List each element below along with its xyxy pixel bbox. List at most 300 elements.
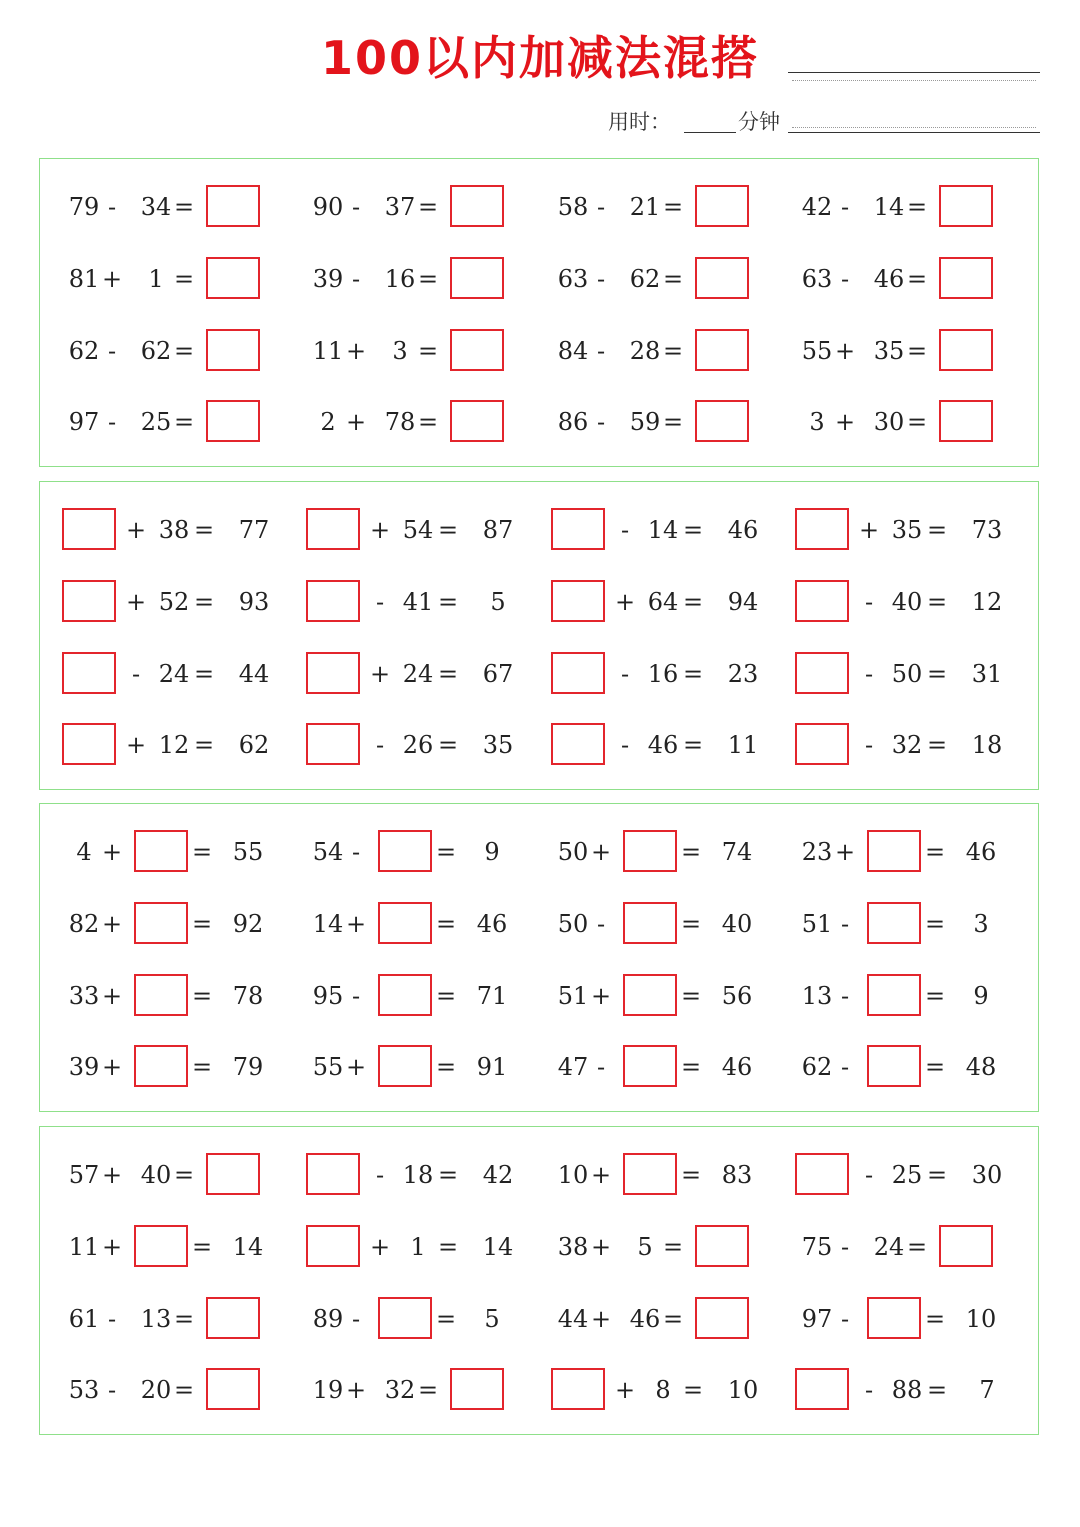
operator: - bbox=[107, 337, 117, 365]
operand-a: 50 bbox=[557, 838, 589, 866]
answer-box[interactable] bbox=[450, 400, 504, 442]
operand-a: 95 bbox=[312, 982, 344, 1010]
operator: - bbox=[596, 408, 606, 436]
operator: + bbox=[125, 588, 147, 616]
answer-box[interactable] bbox=[450, 257, 504, 299]
problem bbox=[306, 1153, 546, 1197]
answer-box[interactable] bbox=[623, 1045, 677, 1087]
operand-a: 62 bbox=[68, 337, 100, 365]
result: 46 bbox=[727, 516, 759, 544]
answer-box[interactable] bbox=[695, 185, 749, 227]
equals-sign: = bbox=[417, 1376, 439, 1404]
equals-sign: = bbox=[906, 337, 928, 365]
result: 9 bbox=[484, 838, 500, 866]
operand-b: 8 bbox=[655, 1376, 671, 1404]
problem bbox=[306, 185, 546, 229]
result: 11 bbox=[727, 731, 759, 759]
equals-sign: = bbox=[435, 1305, 457, 1333]
equals-sign: = bbox=[193, 660, 215, 688]
problem bbox=[551, 1297, 791, 1341]
problem bbox=[306, 1045, 546, 1089]
answer-box[interactable] bbox=[134, 1225, 188, 1267]
operand-a: 44 bbox=[557, 1305, 589, 1333]
problem bbox=[62, 329, 302, 373]
problem bbox=[62, 1153, 302, 1197]
equals-sign: = bbox=[173, 1305, 195, 1333]
operator: + bbox=[614, 588, 636, 616]
problem bbox=[551, 329, 791, 373]
operand-b: 50 bbox=[891, 660, 923, 688]
equals-sign: = bbox=[437, 516, 459, 544]
operand-b: 54 bbox=[402, 516, 434, 544]
operator: - bbox=[351, 193, 361, 221]
answer-box[interactable] bbox=[695, 400, 749, 442]
answer-box[interactable] bbox=[695, 257, 749, 299]
operand-b: 62 bbox=[629, 265, 661, 293]
operand-b: 14 bbox=[647, 516, 679, 544]
equals-sign: = bbox=[435, 1053, 457, 1081]
operand-b: 37 bbox=[384, 193, 416, 221]
problem-section-4 bbox=[39, 1126, 1039, 1435]
result: 44 bbox=[238, 660, 270, 688]
operator: + bbox=[101, 982, 123, 1010]
operand-b: 46 bbox=[629, 1305, 661, 1333]
result: 46 bbox=[476, 910, 508, 938]
operator: - bbox=[596, 1053, 606, 1081]
operand-b: 1 bbox=[410, 1233, 426, 1261]
problem bbox=[551, 1368, 791, 1412]
answer-box[interactable] bbox=[867, 1045, 921, 1087]
operand-b: 25 bbox=[140, 408, 172, 436]
result: 10 bbox=[965, 1305, 997, 1333]
problem bbox=[795, 257, 1035, 301]
operand-b: 16 bbox=[647, 660, 679, 688]
problem bbox=[795, 1297, 1035, 1341]
problem bbox=[306, 580, 546, 624]
operand-b: 40 bbox=[140, 1161, 172, 1189]
operator: - bbox=[375, 731, 385, 759]
problem bbox=[795, 580, 1035, 624]
problem bbox=[795, 329, 1035, 373]
answer-box[interactable] bbox=[62, 580, 116, 622]
operand-a: 97 bbox=[801, 1305, 833, 1333]
equals-sign: = bbox=[417, 337, 439, 365]
answer-box[interactable] bbox=[206, 1297, 260, 1339]
result: 71 bbox=[476, 982, 508, 1010]
equals-sign: = bbox=[437, 731, 459, 759]
operator: - bbox=[351, 265, 361, 293]
operand-a: 47 bbox=[557, 1053, 589, 1081]
operand-a: 57 bbox=[68, 1161, 100, 1189]
result: 93 bbox=[238, 588, 270, 616]
equals-sign: = bbox=[906, 408, 928, 436]
answer-box[interactable] bbox=[378, 1045, 432, 1087]
equals-sign: = bbox=[193, 588, 215, 616]
equals-sign: = bbox=[680, 910, 702, 938]
result: 7 bbox=[979, 1376, 995, 1404]
problem bbox=[551, 185, 791, 229]
result: 40 bbox=[721, 910, 753, 938]
answer-box[interactable] bbox=[695, 1225, 749, 1267]
operand-a: 2 bbox=[320, 408, 336, 436]
answer-box[interactable] bbox=[623, 830, 677, 872]
operand-a: 58 bbox=[557, 193, 589, 221]
operand-a: 61 bbox=[68, 1305, 100, 1333]
answer-box[interactable] bbox=[306, 1153, 360, 1195]
equals-sign: = bbox=[191, 838, 213, 866]
result: 87 bbox=[482, 516, 514, 544]
answer-box[interactable] bbox=[795, 1153, 849, 1195]
equals-sign: = bbox=[906, 265, 928, 293]
problem bbox=[62, 974, 302, 1018]
operand-a: 19 bbox=[312, 1376, 344, 1404]
time-line[interactable] bbox=[788, 132, 1040, 133]
operator: + bbox=[834, 337, 856, 365]
operator: - bbox=[620, 516, 630, 544]
operand-a: 39 bbox=[312, 265, 344, 293]
equals-sign: = bbox=[680, 838, 702, 866]
operator: + bbox=[345, 1376, 367, 1404]
answer-box[interactable] bbox=[623, 1153, 677, 1195]
problem bbox=[795, 652, 1035, 696]
problem bbox=[551, 652, 791, 696]
answer-box[interactable] bbox=[62, 652, 116, 694]
problem bbox=[551, 580, 791, 624]
problem-section-1 bbox=[39, 158, 1039, 467]
answer-box[interactable] bbox=[795, 1368, 849, 1410]
operator: + bbox=[369, 1233, 391, 1261]
operand-b: 41 bbox=[402, 588, 434, 616]
answer-box[interactable] bbox=[623, 974, 677, 1016]
answer-box[interactable] bbox=[378, 902, 432, 944]
operator: - bbox=[351, 982, 361, 1010]
operator: + bbox=[834, 408, 856, 436]
operand-a: 79 bbox=[68, 193, 100, 221]
equals-sign: = bbox=[193, 731, 215, 759]
operator: - bbox=[596, 265, 606, 293]
time-unit: 分钟 bbox=[738, 110, 780, 134]
answer-box[interactable] bbox=[206, 400, 260, 442]
problem bbox=[795, 185, 1035, 229]
problem bbox=[795, 1045, 1035, 1089]
result: 30 bbox=[971, 1161, 1003, 1189]
answer-box[interactable] bbox=[939, 329, 993, 371]
equals-sign: = bbox=[926, 1161, 948, 1189]
equals-sign: = bbox=[662, 337, 684, 365]
problem bbox=[795, 723, 1035, 767]
operand-b: 34 bbox=[140, 193, 172, 221]
result: 42 bbox=[482, 1161, 514, 1189]
answer-box[interactable] bbox=[134, 1045, 188, 1087]
equals-sign: = bbox=[926, 731, 948, 759]
operand-b: 35 bbox=[891, 516, 923, 544]
operator: + bbox=[125, 731, 147, 759]
operand-a: 51 bbox=[801, 910, 833, 938]
answer-box[interactable] bbox=[62, 723, 116, 765]
operand-b: 28 bbox=[629, 337, 661, 365]
answer-box[interactable] bbox=[134, 830, 188, 872]
operand-b: 35 bbox=[873, 337, 905, 365]
problem bbox=[551, 400, 791, 444]
problem bbox=[62, 508, 302, 552]
time-label: 用时： bbox=[608, 110, 671, 134]
operator: - bbox=[596, 337, 606, 365]
problem bbox=[62, 400, 302, 444]
answer-box[interactable] bbox=[206, 1153, 260, 1195]
operator: - bbox=[351, 838, 361, 866]
problem bbox=[551, 1045, 791, 1089]
answer-box[interactable] bbox=[450, 1368, 504, 1410]
result: 14 bbox=[482, 1233, 514, 1261]
problem bbox=[62, 185, 302, 229]
operator: - bbox=[840, 1233, 850, 1261]
result: 92 bbox=[232, 910, 264, 938]
operand-a: 63 bbox=[801, 265, 833, 293]
operator: + bbox=[101, 1161, 123, 1189]
problem bbox=[551, 508, 791, 552]
problem bbox=[306, 1368, 546, 1412]
operator: - bbox=[107, 1376, 117, 1404]
operator: + bbox=[369, 660, 391, 688]
operand-a: 89 bbox=[312, 1305, 344, 1333]
equals-sign: = bbox=[435, 910, 457, 938]
problem-section-3 bbox=[39, 803, 1039, 1112]
answer-box[interactable] bbox=[939, 185, 993, 227]
operand-a: 53 bbox=[68, 1376, 100, 1404]
operand-b: 24 bbox=[873, 1233, 905, 1261]
answer-box[interactable] bbox=[62, 508, 116, 550]
problem bbox=[795, 1368, 1035, 1412]
problem bbox=[62, 1045, 302, 1089]
operator: - bbox=[620, 660, 630, 688]
operator: + bbox=[101, 838, 123, 866]
equals-sign: = bbox=[924, 1053, 946, 1081]
operator: + bbox=[101, 265, 123, 293]
operand-a: 55 bbox=[801, 337, 833, 365]
problem-section-2 bbox=[39, 481, 1039, 790]
result: 10 bbox=[727, 1376, 759, 1404]
answer-box[interactable] bbox=[134, 974, 188, 1016]
operand-a: 23 bbox=[801, 838, 833, 866]
problem bbox=[306, 652, 546, 696]
equals-sign: = bbox=[682, 516, 704, 544]
operator: + bbox=[590, 982, 612, 1010]
answer-box[interactable] bbox=[939, 1225, 993, 1267]
operator: - bbox=[840, 1305, 850, 1333]
result: 62 bbox=[238, 731, 270, 759]
operand-b: 64 bbox=[647, 588, 679, 616]
equals-sign: = bbox=[193, 516, 215, 544]
problem bbox=[551, 974, 791, 1018]
equals-sign: = bbox=[906, 1233, 928, 1261]
answer-box[interactable] bbox=[623, 902, 677, 944]
operand-a: 51 bbox=[557, 982, 589, 1010]
answer-box[interactable] bbox=[134, 902, 188, 944]
answer-box[interactable] bbox=[306, 1225, 360, 1267]
equals-sign: = bbox=[173, 193, 195, 221]
equals-sign: = bbox=[682, 1376, 704, 1404]
operator: - bbox=[596, 193, 606, 221]
problem bbox=[306, 329, 546, 373]
equals-sign: = bbox=[682, 588, 704, 616]
operand-a: 63 bbox=[557, 265, 589, 293]
operator: + bbox=[590, 838, 612, 866]
answer-box[interactable] bbox=[378, 974, 432, 1016]
problem bbox=[62, 652, 302, 696]
operand-b: 12 bbox=[158, 731, 190, 759]
operand-b: 62 bbox=[140, 337, 172, 365]
answer-box[interactable] bbox=[795, 580, 849, 622]
answer-box[interactable] bbox=[306, 580, 360, 622]
answer-box[interactable] bbox=[551, 1368, 605, 1410]
result: 18 bbox=[971, 731, 1003, 759]
problem bbox=[551, 830, 791, 874]
answer-box[interactable] bbox=[450, 329, 504, 371]
equals-sign: = bbox=[173, 1161, 195, 1189]
operator: - bbox=[864, 1161, 874, 1189]
operand-b: 46 bbox=[647, 731, 679, 759]
answer-box[interactable] bbox=[206, 185, 260, 227]
equals-sign: = bbox=[926, 1376, 948, 1404]
answer-box[interactable] bbox=[551, 652, 605, 694]
answer-box[interactable] bbox=[306, 723, 360, 765]
operand-b: 26 bbox=[402, 731, 434, 759]
answer-box[interactable] bbox=[939, 400, 993, 442]
operator: - bbox=[864, 660, 874, 688]
answer-box[interactable] bbox=[795, 723, 849, 765]
answer-box[interactable] bbox=[867, 902, 921, 944]
equals-sign: = bbox=[417, 193, 439, 221]
equals-sign: = bbox=[191, 1233, 213, 1261]
problem bbox=[306, 902, 546, 946]
equals-sign: = bbox=[906, 193, 928, 221]
operator: + bbox=[858, 516, 880, 544]
answer-box[interactable] bbox=[378, 1297, 432, 1339]
equals-sign: = bbox=[173, 337, 195, 365]
result: 46 bbox=[721, 1053, 753, 1081]
result: 56 bbox=[721, 982, 753, 1010]
operand-a: 82 bbox=[68, 910, 100, 938]
result: 23 bbox=[727, 660, 759, 688]
operand-b: 32 bbox=[891, 731, 923, 759]
operator: - bbox=[840, 982, 850, 1010]
operand-a: 62 bbox=[801, 1053, 833, 1081]
minutes-blank[interactable] bbox=[684, 132, 736, 133]
result: 94 bbox=[727, 588, 759, 616]
equals-sign: = bbox=[417, 265, 439, 293]
problem bbox=[551, 257, 791, 301]
answer-box[interactable] bbox=[867, 974, 921, 1016]
equals-sign: = bbox=[924, 838, 946, 866]
operator: - bbox=[864, 1376, 874, 1404]
result: 79 bbox=[232, 1053, 264, 1081]
equals-sign: = bbox=[437, 1233, 459, 1261]
answer-box[interactable] bbox=[867, 830, 921, 872]
operand-b: 16 bbox=[384, 265, 416, 293]
answer-box[interactable] bbox=[695, 1297, 749, 1339]
name-line[interactable] bbox=[788, 72, 1040, 73]
answer-box[interactable] bbox=[206, 257, 260, 299]
answer-box[interactable] bbox=[450, 185, 504, 227]
result: 55 bbox=[232, 838, 264, 866]
answer-box[interactable] bbox=[206, 329, 260, 371]
operator: - bbox=[107, 1305, 117, 1333]
answer-box[interactable] bbox=[867, 1297, 921, 1339]
operand-a: 3 bbox=[809, 408, 825, 436]
operand-b: 88 bbox=[891, 1376, 923, 1404]
problem bbox=[551, 723, 791, 767]
answer-box[interactable] bbox=[695, 329, 749, 371]
answer-box[interactable] bbox=[795, 508, 849, 550]
answer-box[interactable] bbox=[795, 652, 849, 694]
answer-box[interactable] bbox=[306, 508, 360, 550]
operand-a: 10 bbox=[557, 1161, 589, 1189]
operator: - bbox=[375, 588, 385, 616]
operator: - bbox=[107, 408, 117, 436]
answer-box[interactable] bbox=[551, 508, 605, 550]
operator: + bbox=[101, 910, 123, 938]
operator: + bbox=[834, 838, 856, 866]
operand-a: 4 bbox=[76, 838, 92, 866]
operand-a: 14 bbox=[312, 910, 344, 938]
answer-box[interactable] bbox=[206, 1368, 260, 1410]
equals-sign: = bbox=[662, 265, 684, 293]
equals-sign: = bbox=[437, 1161, 459, 1189]
operator: + bbox=[345, 1053, 367, 1081]
equals-sign: = bbox=[924, 910, 946, 938]
answer-box[interactable] bbox=[378, 830, 432, 872]
operator: + bbox=[590, 1305, 612, 1333]
operator: + bbox=[345, 408, 367, 436]
result: 5 bbox=[490, 588, 506, 616]
operand-b: 14 bbox=[873, 193, 905, 221]
problem bbox=[62, 830, 302, 874]
result: 77 bbox=[238, 516, 270, 544]
operand-a: 50 bbox=[557, 910, 589, 938]
problem bbox=[795, 508, 1035, 552]
operand-a: 86 bbox=[557, 408, 589, 436]
operand-a: 42 bbox=[801, 193, 833, 221]
answer-box[interactable] bbox=[551, 580, 605, 622]
operand-b: 18 bbox=[402, 1161, 434, 1189]
operand-b: 13 bbox=[140, 1305, 172, 1333]
problem bbox=[62, 723, 302, 767]
problem bbox=[306, 1297, 546, 1341]
operator: - bbox=[620, 731, 630, 759]
problem bbox=[62, 257, 302, 301]
equals-sign: = bbox=[437, 660, 459, 688]
equals-sign: = bbox=[926, 516, 948, 544]
result: 35 bbox=[482, 731, 514, 759]
result: 9 bbox=[973, 982, 989, 1010]
answer-box[interactable] bbox=[551, 723, 605, 765]
operand-b: 21 bbox=[629, 193, 661, 221]
operator: + bbox=[125, 516, 147, 544]
operator: - bbox=[840, 265, 850, 293]
operator: - bbox=[840, 1053, 850, 1081]
problem bbox=[306, 257, 546, 301]
equals-sign: = bbox=[417, 408, 439, 436]
operator: - bbox=[107, 193, 117, 221]
equals-sign: = bbox=[662, 1233, 684, 1261]
problem bbox=[795, 974, 1035, 1018]
operator: + bbox=[369, 516, 391, 544]
result: 83 bbox=[721, 1161, 753, 1189]
equals-sign: = bbox=[173, 265, 195, 293]
answer-box[interactable] bbox=[306, 652, 360, 694]
problem bbox=[306, 1225, 546, 1269]
answer-box[interactable] bbox=[939, 257, 993, 299]
